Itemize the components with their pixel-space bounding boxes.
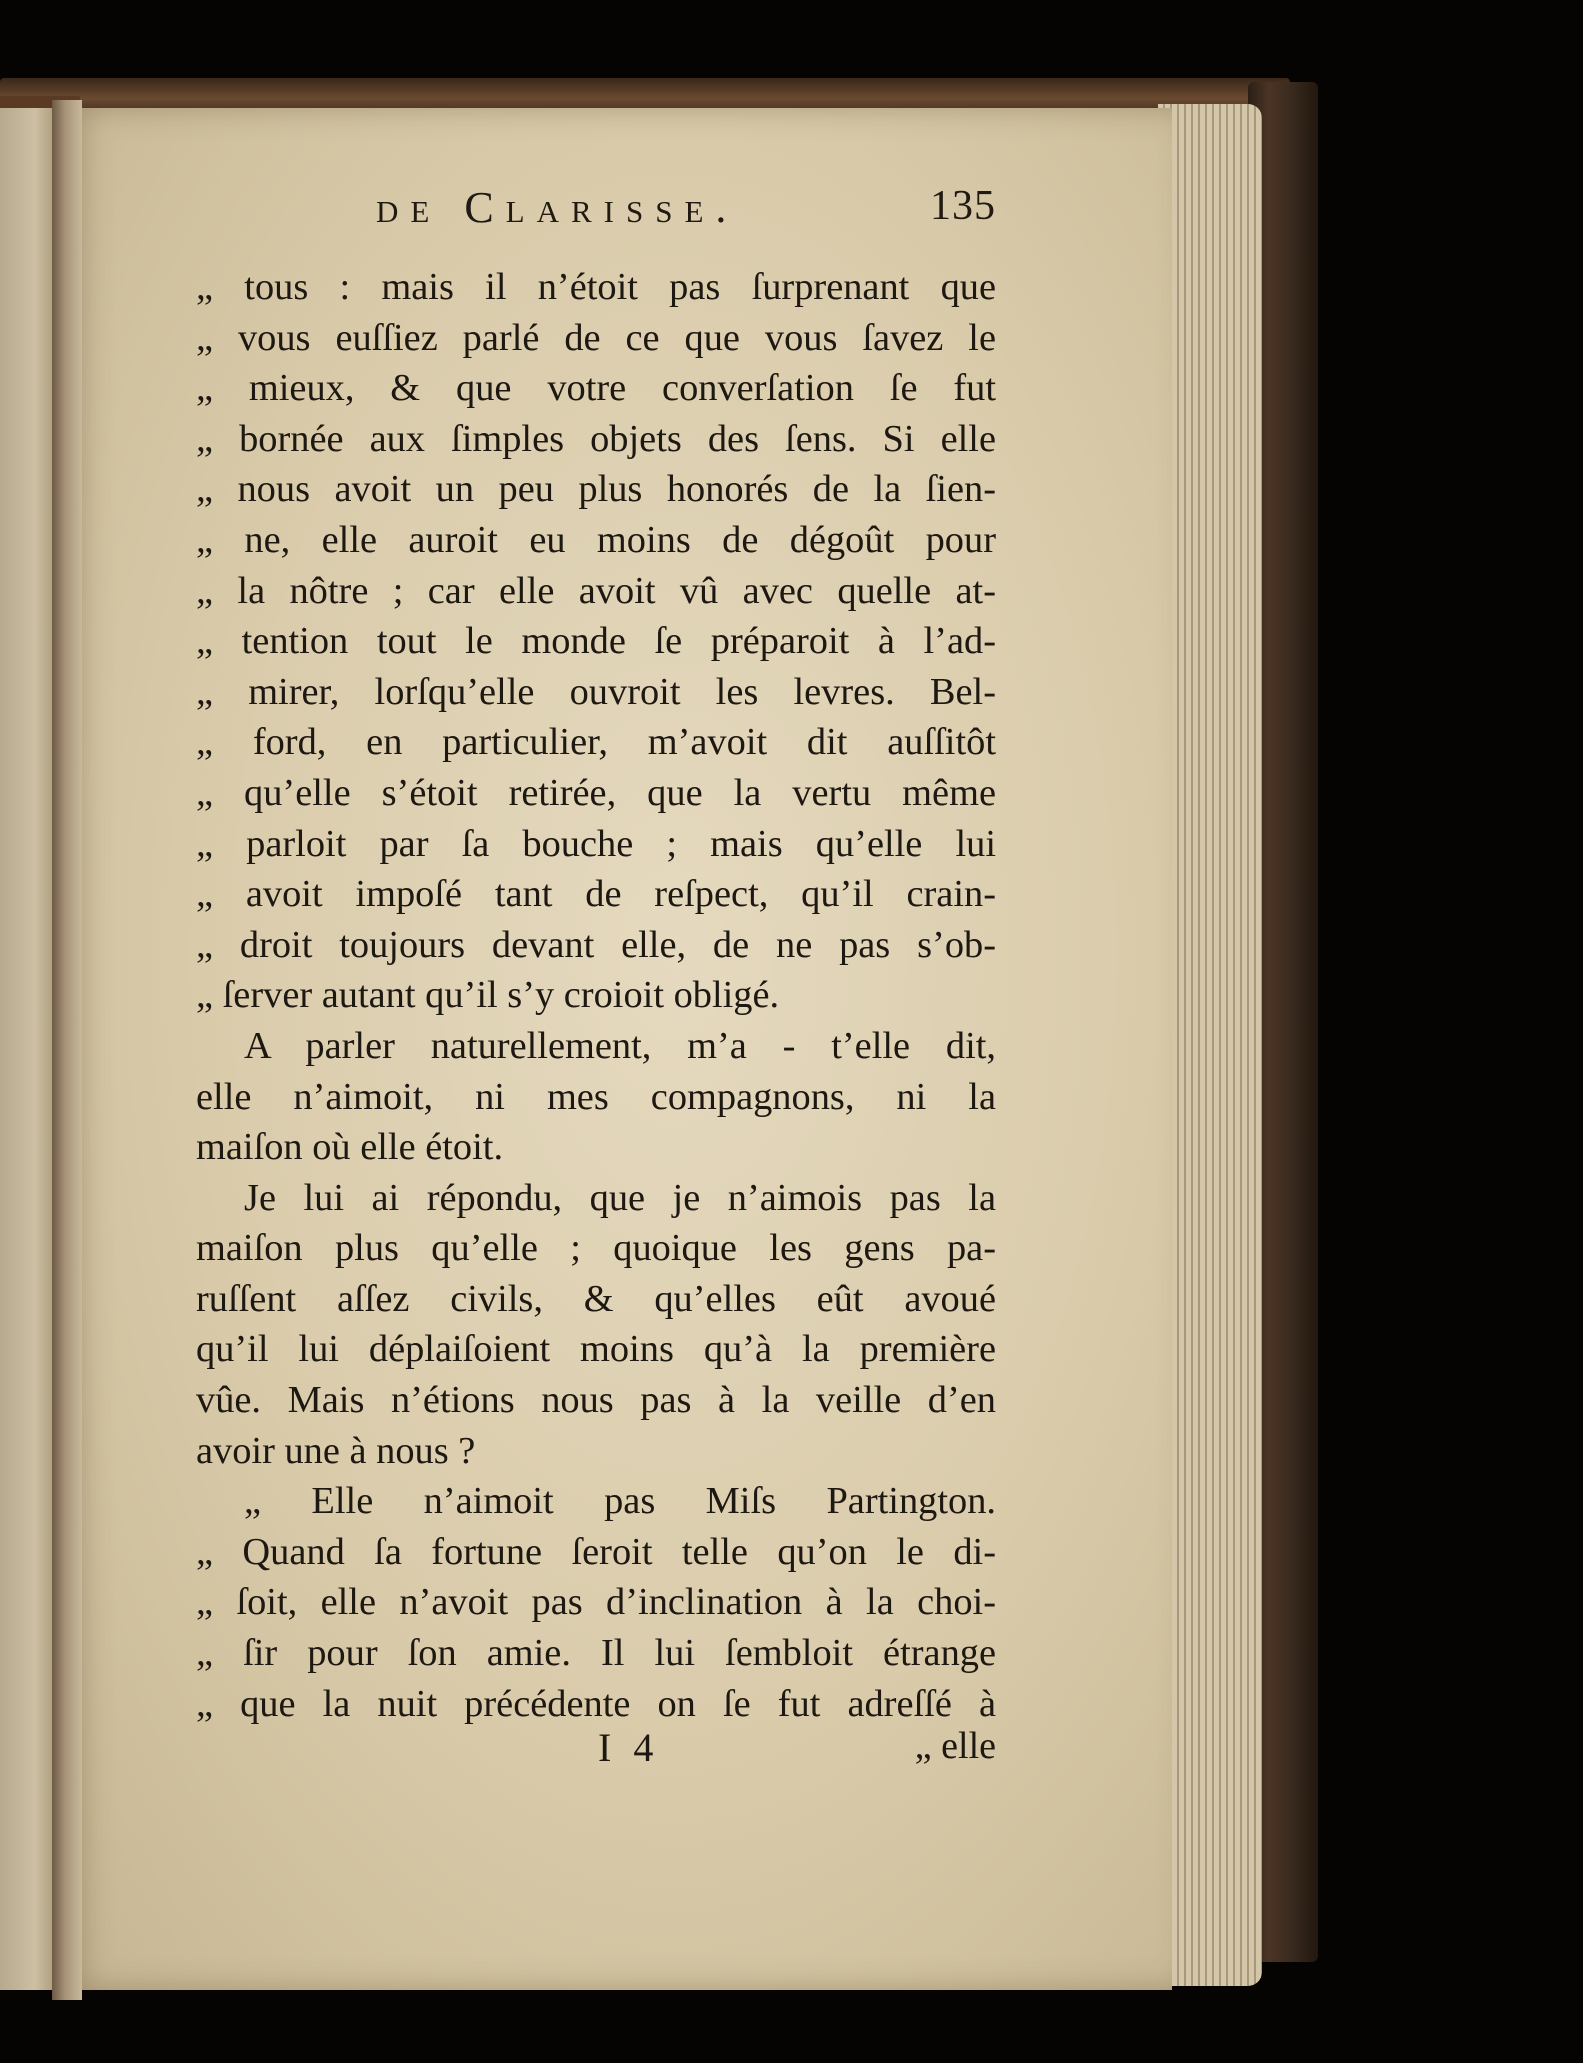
text-line: „ bornée aux ſimples objets des ſens. Si elle [196,417,996,460]
text-line: „ ne, elle auroit eu moins de dégoût pour [196,518,996,561]
page-header [376,182,996,242]
text-line: maiſon plus qu’elle ; quoique les gens pa- [196,1227,996,1270]
left-page [0,108,58,1990]
text-line: „ droit toujours devant elle, de ne pas s’ob- [196,923,996,966]
text-line: ruſſent aſſez civils, & qu’elles eût avoué [196,1277,996,1320]
text-line: „ ford, en particulier, m’avoit dit auſſitôt [196,721,996,764]
text-line: „ que la nuit précédente on ſe fut adreſſé à [196,1682,996,1725]
paragraph-start-line: Je lui ai répondu, que je n’aimois pas la [244,1176,996,1219]
text-line: qu’il lui déplaiſoient moins qu’à la première [196,1328,996,1371]
text-line: avoir une à nous ? [196,1429,476,1472]
text-line: „ Quand ſa fortune ſeroit telle qu’on le di- [196,1530,996,1573]
signature-mark: I 4 [598,1725,660,1770]
text-line: „ ſoit, elle n’avoit pas d’inclination à la choi- [196,1581,996,1624]
book-cover-top-edge [0,78,1290,112]
text-line: elle n’aimoit, ni mes compagnons, ni la [196,1075,996,1118]
text-line: „ parloit par ſa bouche ; mais qu’elle lui [196,822,996,865]
text-line: vûe. Mais n’étions nous pas à la veille d’en [196,1379,996,1422]
text-line: „ mieux, & que votre converſation ſe fut [196,367,996,410]
paragraph-start-line: „ Elle n’aimoit pas Miſs Partington. [244,1480,996,1523]
text-line: „ nous avoit un peu plus honorés de la ſien- [196,468,996,511]
body-text [196,262,996,1729]
catchword: „ elle [914,1725,996,1767]
text-line: „ qu’elle s’étoit retirée, que la vertu même [196,771,996,814]
book-gutter [52,100,82,2000]
running-head: de Clarisse. [376,183,739,232]
text-line: „ la nôtre ; car elle avoit vû avec quelle at- [196,569,996,612]
page-number: 135 [930,183,996,229]
page-block-edges [1158,104,1262,1986]
text-line: „ tention tout le monde ſe préparoit à l’ad- [196,620,996,663]
page-footer [196,1724,996,1778]
text-line: maiſon où elle étoit. [196,1126,504,1169]
paragraph-start-line: A parler naturellement, m’a - t’elle dit, [244,1024,996,1067]
text-line: „ mirer, lorſqu’elle ouvroit les levres. Bel- [196,670,996,713]
text-line: „ ſir pour ſon amie. Il lui ſembloit étrange [196,1632,996,1675]
text-line: „ vous euſſiez parlé de ce que vous ſavez le [196,316,996,359]
text-line: „ tous : mais il n’étoit pas ſurprenant que [196,266,996,308]
text-line: „ ſerver autant qu’il s’y croioit obligé. [196,974,780,1017]
text-line: „ avoit impoſé tant de reſpect, qu’il crain- [196,873,996,916]
